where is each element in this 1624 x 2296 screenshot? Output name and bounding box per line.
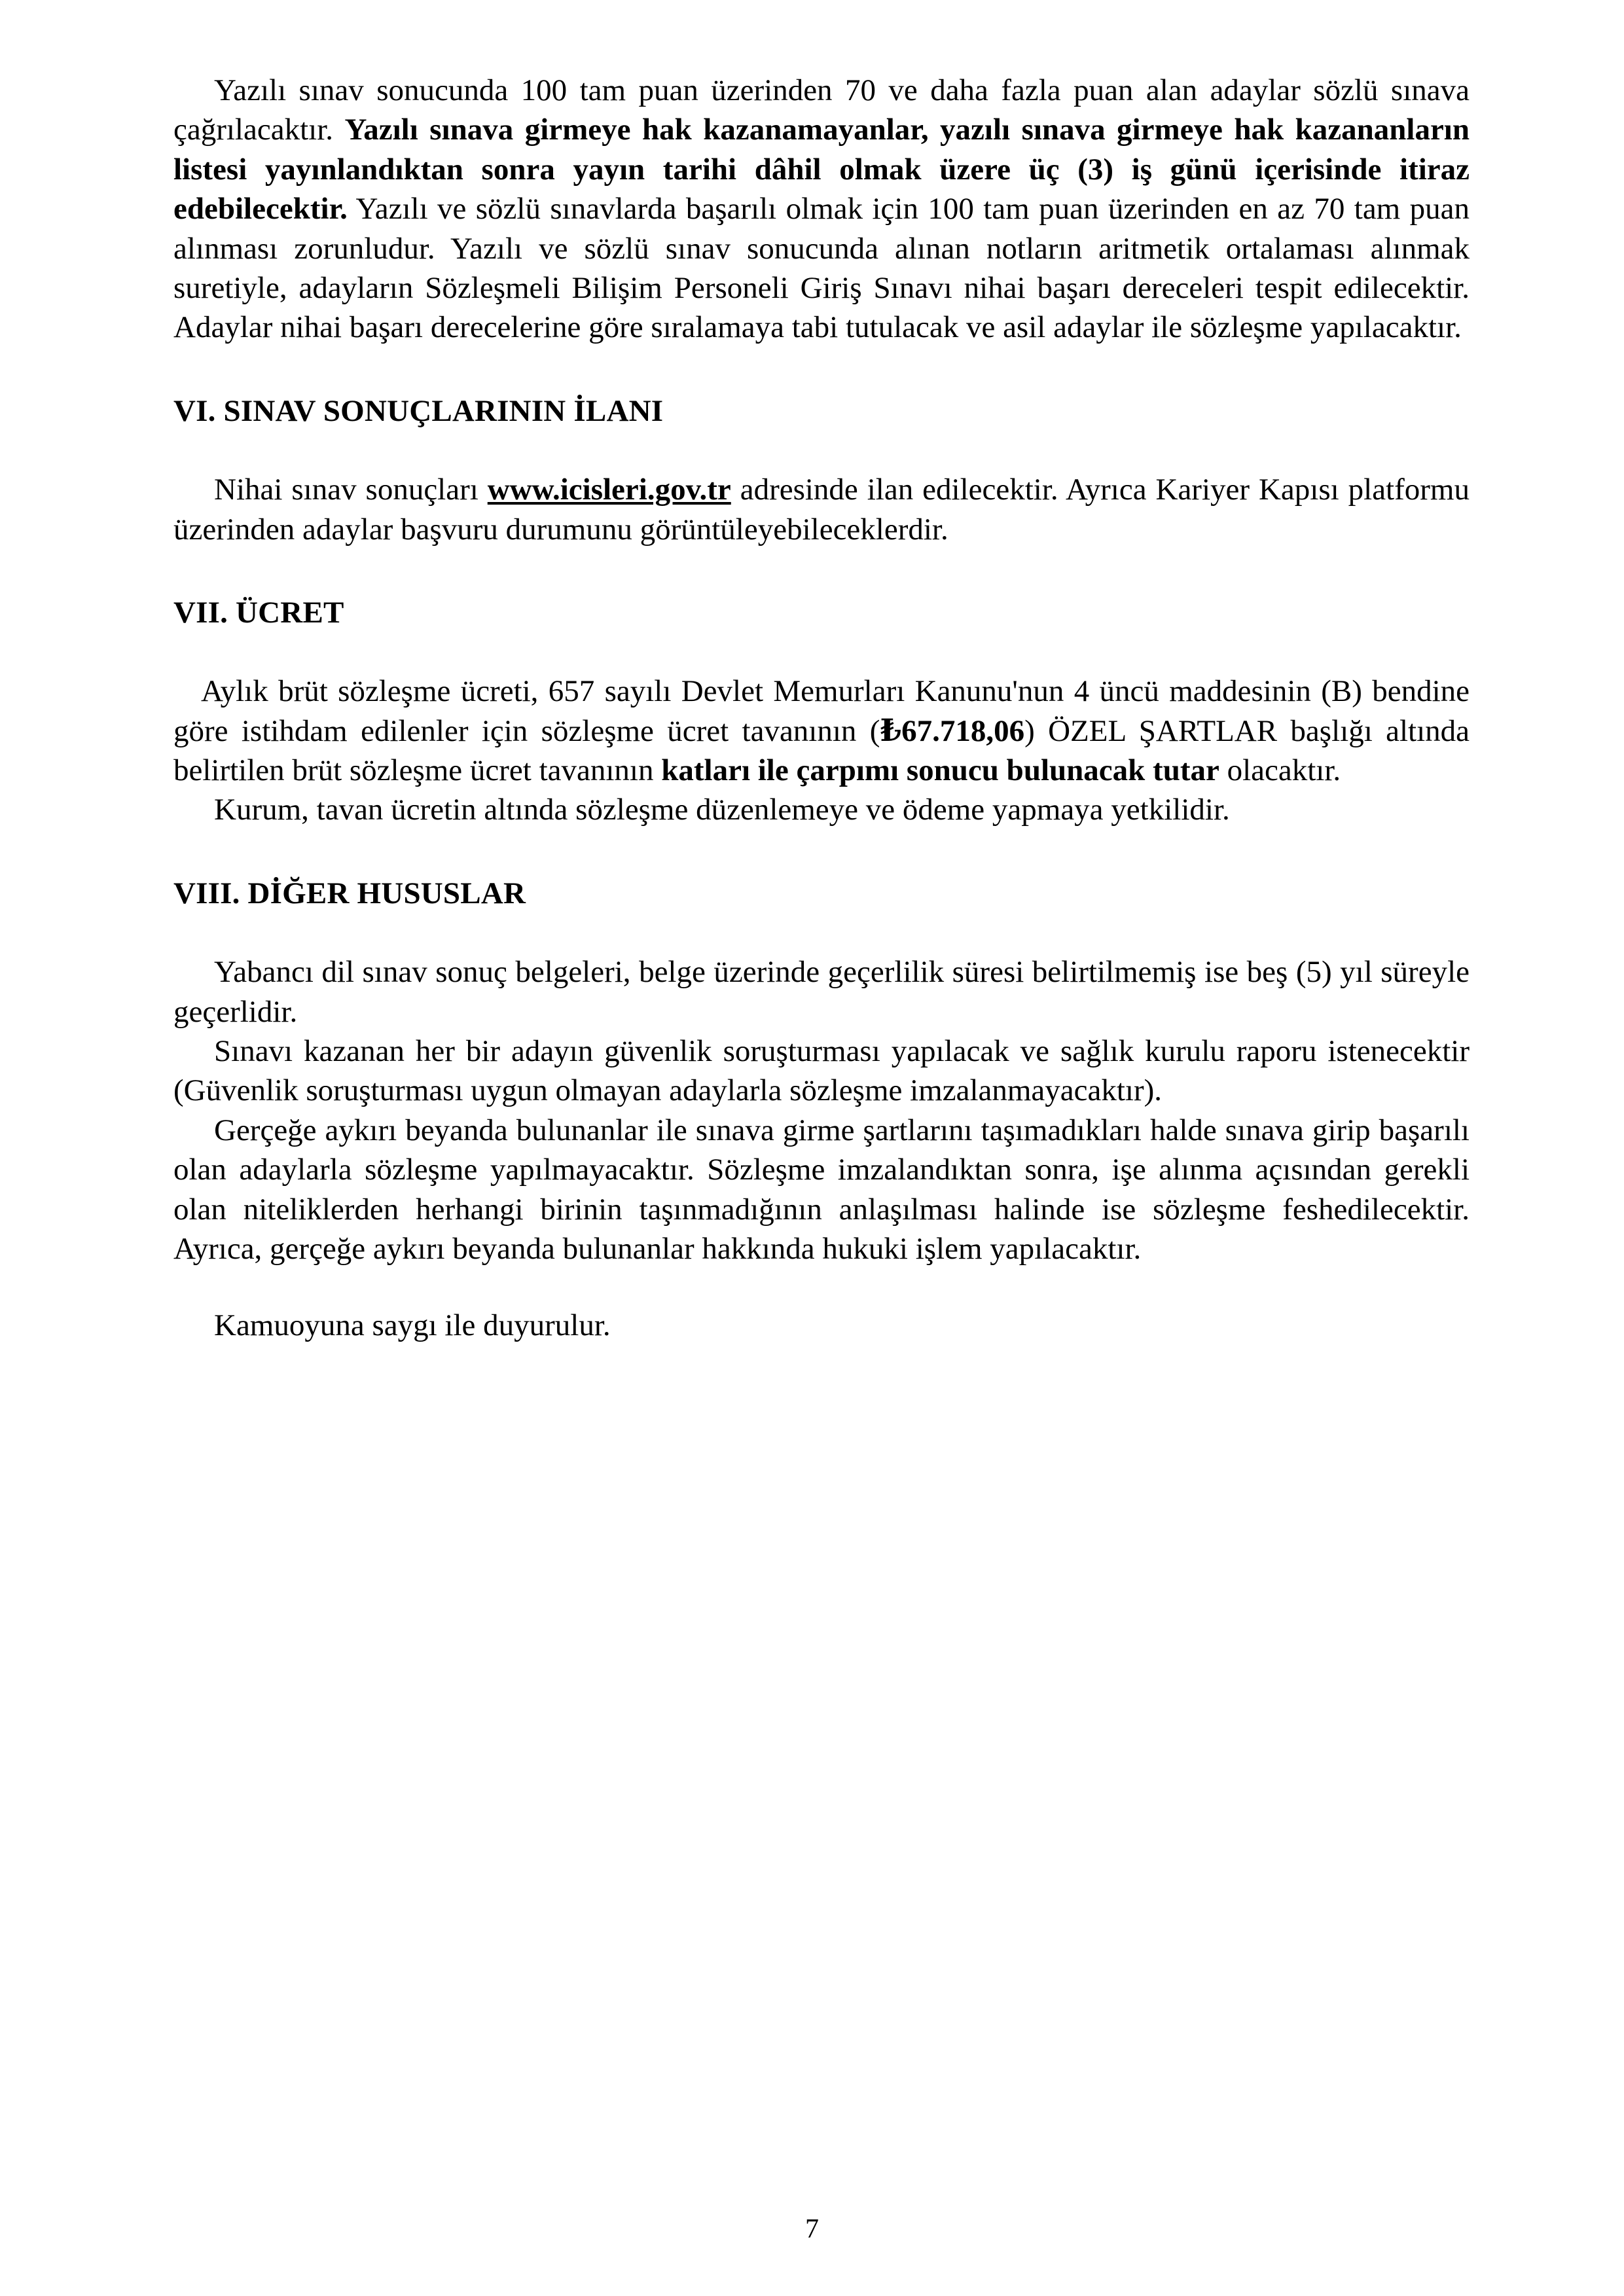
page-content [173,71,1470,1346]
section-vii-text-part3: olacaktır. [1219,753,1341,788]
section-vii-text-bold: katları ile çarpımı sonucu bulunacak tutar [661,753,1219,788]
section-vi-heading: VI. SINAV SONUÇLARININ İLANI [173,393,664,428]
section-vi-paragraph [173,470,1470,549]
section-viii-paragraph-3: Gerçeğe aykırı beyanda bulunanlar ile sınava girme şartlarını taşımadıkları halde sınava girip başarılı olan adaylarla sözleşme yapılmayacaktır. Sözleşme imzalandıktan sonra, işe alınma açısından gerekli olan niteliklerden herhangi birinin taşınmadığının anlaşılması halinde ise sözleşme feshedilecektir. Ayrıca, gerçeğe aykırı beyanda bulunanlar hakkında hukuki işlem yapılacaktır. [173,1113,1470,1266]
intro-text-part1: Yazılı sınav sonucunda 100 tam puan üzerinden 70 ve daha fazla puan alan adaylar sözlü sınava çağrılacaktır. [173,73,1470,147]
intro-text-bold: Yazılı sınava girmeye hak kazanamayanlar, yazılı sınava girmeye hak kazananların listesi yayınlandıktan sonra yayın tarihi dâhil olmak üzere üç (3) iş günü içerisinde itiraz edebilecektir. [173,113,1470,226]
page-number: 7 [805,2214,819,2244]
section-vi-text-part1: Nihai sınav sonuçları [214,473,488,507]
section-vii-paragraph-2: Kurum, tavan ücretin altında sözleşme düzenlemeye ve ödeme yapmaya yetkilidir. [214,793,1230,827]
icisleri-website-link[interactable]: www.icisleri.gov.tr [487,473,731,507]
spacer [173,348,1470,391]
spacer [173,1268,1470,1306]
section-vii-text-part2: ) ÖZEL ŞARTLAR başlığı altında belirtilen brüt sözleşme ücret tavanının [173,713,1470,788]
section-vii-heading: VII. ÜCRET [173,595,344,630]
section-viii-paragraph-1: Yabancı dil sınav sonuç belgeleri, belge üzerinde geçerlilik süresi belirtilmemiş ise beş (5) yıl süreyle geçerlidir. [173,955,1470,1029]
spacer [173,431,1470,470]
spacer [173,830,1470,874]
spacer [173,632,1470,672]
section-vii-paragraph-1 [173,672,1470,790]
spacer [173,913,1470,952]
spacer [173,549,1470,593]
salary-cap-amount: ₺67.718,06 [880,713,1025,748]
intro-paragraph [173,71,1470,348]
section-viii-paragraph-2: Sınavı kazanan her bir adayın güvenlik soruşturması yapılacak ve sağlık kurulu raporu istenecektir (Güvenlik soruşturması uygun olmayan adaylarla sözleşme imzalanmayacaktır). [173,1034,1470,1108]
section-viii-heading: VIII. DİĞER HUSUSLAR [173,876,526,910]
section-vii-text-part1: Aylık brüt sözleşme ücreti, 657 sayılı Devlet Memurları Kanunu'nun 4 üncü maddesinin (B) bendine göre istihdam edilenler için sözleşme ücret tavanının ( [173,674,1470,748]
section-vi-text-part2: adresinde ilan edilecektir. Ayrıca Kariyer Kapısı platformu üzerinden adaylar başvuru durumunu görüntüleyebileceklerdir. [173,473,1470,547]
closing-statement: Kamuoyuna saygı ile duyurulur. [214,1308,611,1343]
intro-text-part2: Yazılı ve sözlü sınavlarda başarılı olmak için 100 tam puan üzerinden en az 70 tam puan alınması zorunludur. Yazılı ve sözlü sınav sonucunda alınan notların aritmetik ortalaması alınmak suretiyle, adayların Sözleşmeli Bilişim Personeli Giriş Sınavı nihai başarı dereceleri tespit edilecektir. Adaylar nihai başarı derecelerine göre sıralamaya tabi tutulacak ve asil adaylar ile sözleşme yapılacaktır. [173,192,1470,345]
